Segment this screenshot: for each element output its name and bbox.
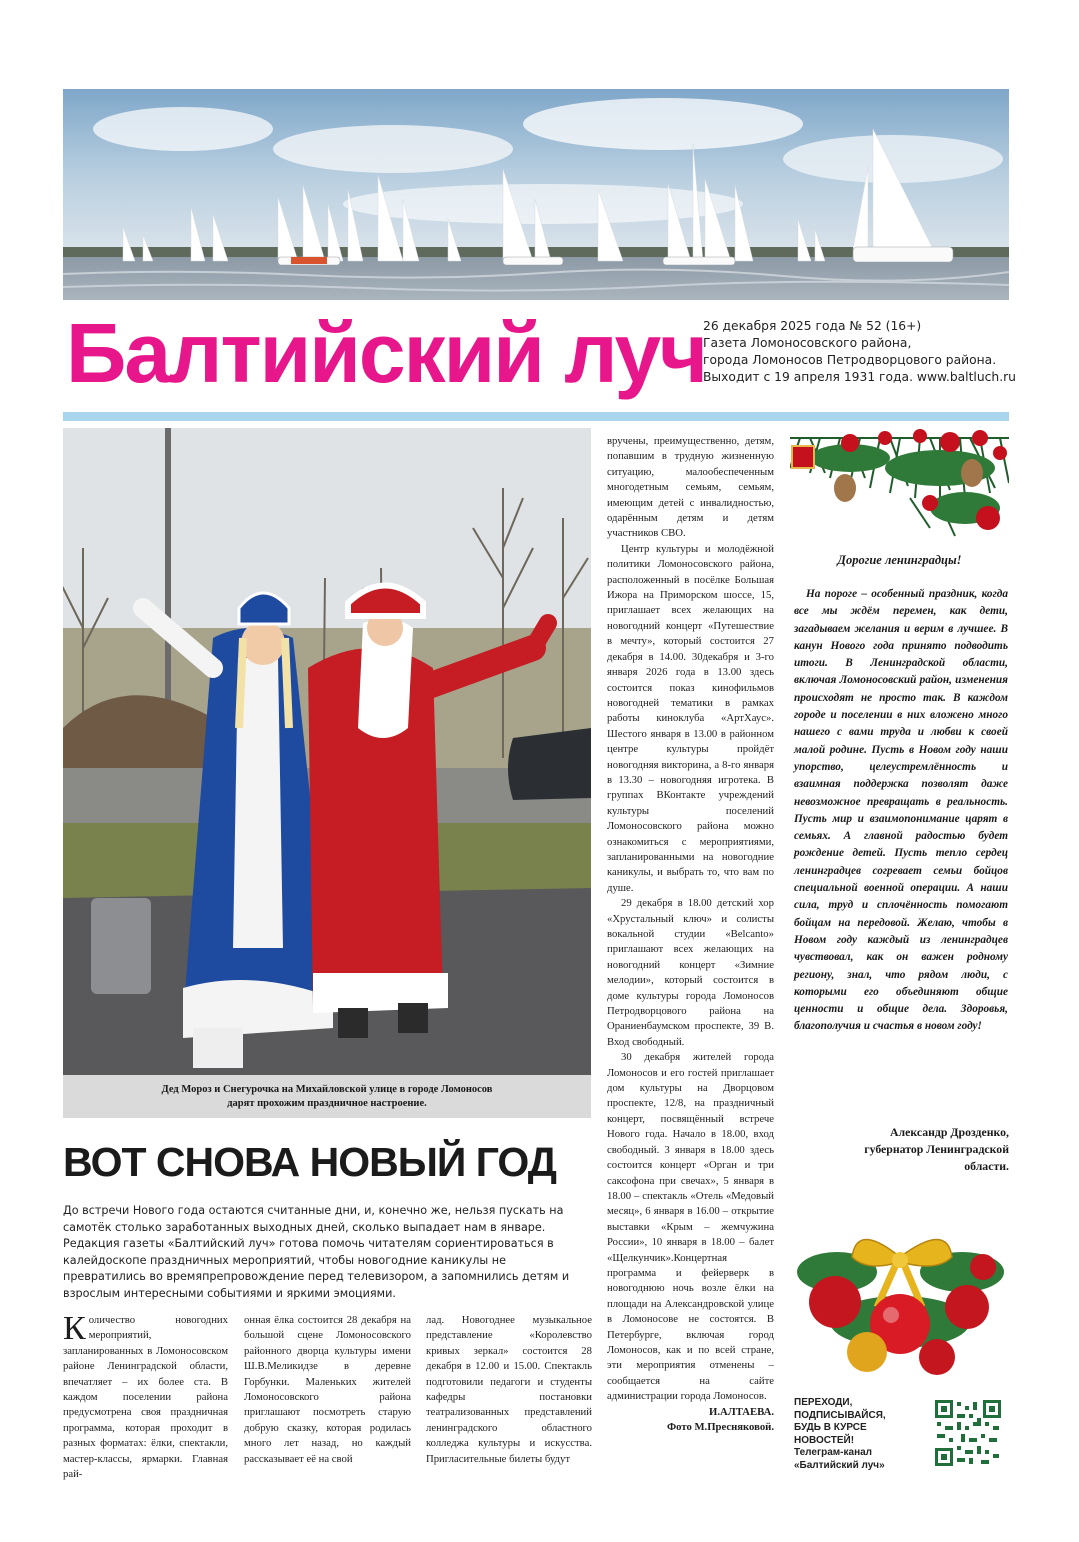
signature-name: Александр Дрозденко,: [889, 1125, 1009, 1139]
banner-photo-sailboats: [63, 89, 1009, 300]
caption-line: дарят прохожим праздничное настроение.: [227, 1098, 427, 1109]
photo-credit: Фото М.Пресняковой.: [666, 1421, 774, 1433]
promo-line: БУДЬ В КУРСЕ: [794, 1422, 867, 1434]
greeting-text: [794, 586, 1008, 1036]
header-rule: [63, 412, 1009, 421]
article-lead: До встречи Нового года остаются считанные дни, и, конечно же, нельзя пускать на самотёк столько заработанных выходных дней, сколько выпадает нам в январе. Редакция газеты «Балтийский луч» готова помочь читателям сориентироваться в калейдоскопе праздничных мероприятий, чтобы новогодние каникулы не превратились во времяпрепровождение перед телевизором, а запомнились детям и взрослым интересными событиями и яркими эмоциями.: [63, 1204, 570, 1300]
greeting-title: Дорогие ленинградцы!: [837, 553, 962, 567]
caption-line: Дед Мороз и Снегурочка на Михайловской улице в городе Ломоносов: [161, 1084, 493, 1095]
promo-line: ПОДПИСЫВАЙСЯ,: [794, 1409, 886, 1421]
photo-caption: [63, 1075, 591, 1118]
masthead-info: [703, 318, 1016, 386]
article-column-2: [244, 1313, 411, 1467]
main-photo-ded-moroz: [63, 428, 591, 1118]
column-paragraph: 30 декабря жителей города Ломоносов и его гостей приглашает дом культуры на Дворцовом проспекте, 12/8, на праздничный концерт, посвящённый встрече Нового года. Начало в 18.00, вход свободный. 3 января в 18.00 здесь состоится концерт «Орган и три саксофона при свечах», 5 января в 18.00 – спектакль «Отель «Медовый месяц», 6 января в 16.00 – открытие выставки «Крым – жемчужина России», 10 января в 18.00 – балет «Щелкунчик».Концертная программа и фейерверк в новогоднюю ночь возле ёлки на площади на Александровской улице в Ломоносове не состоятся. В Петербурге, включая город Ломоносов, как и по всей стране, эти мероприятия отменены – сообщается на сайте администрации города Ломоносов.: [607, 1051, 774, 1403]
telegram-promo: [794, 1397, 924, 1473]
signature-role: области.: [964, 1159, 1009, 1173]
christmas-ornament-image: [797, 1212, 1004, 1382]
issue-date: 26 декабря 2025 года № 52 (16+): [703, 319, 922, 333]
column-text: оличество новогодних мероприятий, запланированных в Ломоносовском районе Ленинградской области, впечатляет – их более ста. В каждом поселении района предусмотрена своя праздничная программа, которая проходит в разных форматах: ёлки, спектакли, мастер-классы, ярмарки. Главная рай-: [63, 1314, 228, 1481]
column-text: лад. Новогоднее музыкальное представление «Королевство кривых зеркал» состоится 28 декабря в 12.00 и 15.00. Спектакль подготовили педагоги и студенты кафедры постановки театрализованных представлений ленинградского областного колледжа культуры и искусства. Пригласительные билеты будут: [426, 1314, 592, 1465]
signature-role: губернатор Ленинградской: [864, 1142, 1009, 1156]
article-column-4: [607, 434, 774, 1435]
masthead-line: Выходит с 19 апреля 1931 года. www.baltluch.ru: [703, 370, 1016, 384]
article-column-3: [426, 1313, 592, 1467]
greeting-paragraph: На пороге – особенный праздник, когда все мы ждём перемен, как дети, загадываем желания и верим в лучшее. В канун Нового года принято подводить итоги. В Ленинградской области, включая Ломоносовский район, изменения происходят не просто так. В каждом городе и поселении в них вложено много нашего с вами труда и любви к своей малой родине. Пусть в Новом году наши упорство, целеустремлённость и взаимная поддержка позволят даже невозможное превращать в реальность. Пусть мир и взаимопонимание царят в семьях. А главной радостью будет рождение детей. Пусть тепло сердец ленинградцев согревает семьи бойцов специальной военной операции. А наши сила, труд и сплочённость помогают бойцам на передовой. Желаю, чтобы в Новом году каждый из ленинградцев чувствовал, как он важен родному региону, знал, что рядом люди, с которыми его объединяют общие ценности и общие дела. Здоровья, благополучия и счастья в новом году!: [794, 588, 1008, 1033]
qr-code[interactable]: [935, 1400, 1001, 1466]
column-text: онная ёлка состоится 28 декабря на большой сцене Ломоносовского районного дворца культуры имени Ш.В.Меликидзе в деревне Горбунки. Маленьких жителей Ломоносовского района приглашают посмотреть старую добрую сказку, которая родилась много лет назад, но каждый рассказывает её на свой: [244, 1314, 411, 1465]
article-headline: ВОТ СНОВА НОВЫЙ ГОД: [63, 1139, 556, 1185]
article-author: И.АЛТАЕВА.: [709, 1405, 774, 1418]
article-column-1: [63, 1310, 228, 1482]
masthead-line: города Ломоносов Петродворцового района.: [703, 353, 997, 367]
masthead-line: Газета Ломоносовского района,: [703, 336, 912, 350]
promo-line: ПЕРЕХОДИ,: [794, 1397, 853, 1408]
promo-line: «Балтийский луч»: [794, 1459, 885, 1471]
dropcap: К: [63, 1310, 86, 1347]
column-paragraph: вручены, преимущественно, детям, попавшим в трудную жизненную ситуацию, малообеспеченным многодетным семьям, семьям, имеющим детей с инвалидностью, одарённым детям и детям участников СВО.: [607, 435, 774, 540]
column-paragraph: 29 декабря в 18.00 детский хор «Хрустальный ключ» и солисты вокальной студии «Belcanto» приглашают всех желающих на новогодний концерт «Зимние мелодии», который состоится в доме культуры города Ломоносов Петродворцового района на Ораниенбаумском проспекте, 39 В. Вход свободный.: [607, 897, 774, 1048]
promo-line: НОВОСТЕЙ!: [794, 1434, 855, 1446]
fir-branch-ornament-image: [790, 428, 1009, 540]
masthead-title: Балтийский луч: [66, 306, 706, 400]
promo-line: Телеграм-канал: [794, 1447, 873, 1459]
column-paragraph: Центр культуры и молодёжной политики Ломоносовского района, расположенный в посёлке Большая Ижора на Приморском шоссе, 15, приглашает всех желающих на новогодний концерт «Путешествие в мечту», который состоится 27 декабря в 14.00. 30декабря и 3-го января 2026 года в 13.00 здесь состоится показ кинофильмов новогодней тематики в рамках работы киноклуба «АртХаус». Шестого января в 13.00 в районном центре культуры пройдёт новогодняя викторина, а 8-го января в 13.30 – новогодняя игротека. В группах ВКонтакте учреждений культуры поселений Ломоносовского района можно ознакомиться с мероприятиями, запланированными на новогодние каникулы, и выбрать то, что вам по душе.: [607, 542, 774, 894]
greeting-signature: [820, 1124, 1009, 1175]
